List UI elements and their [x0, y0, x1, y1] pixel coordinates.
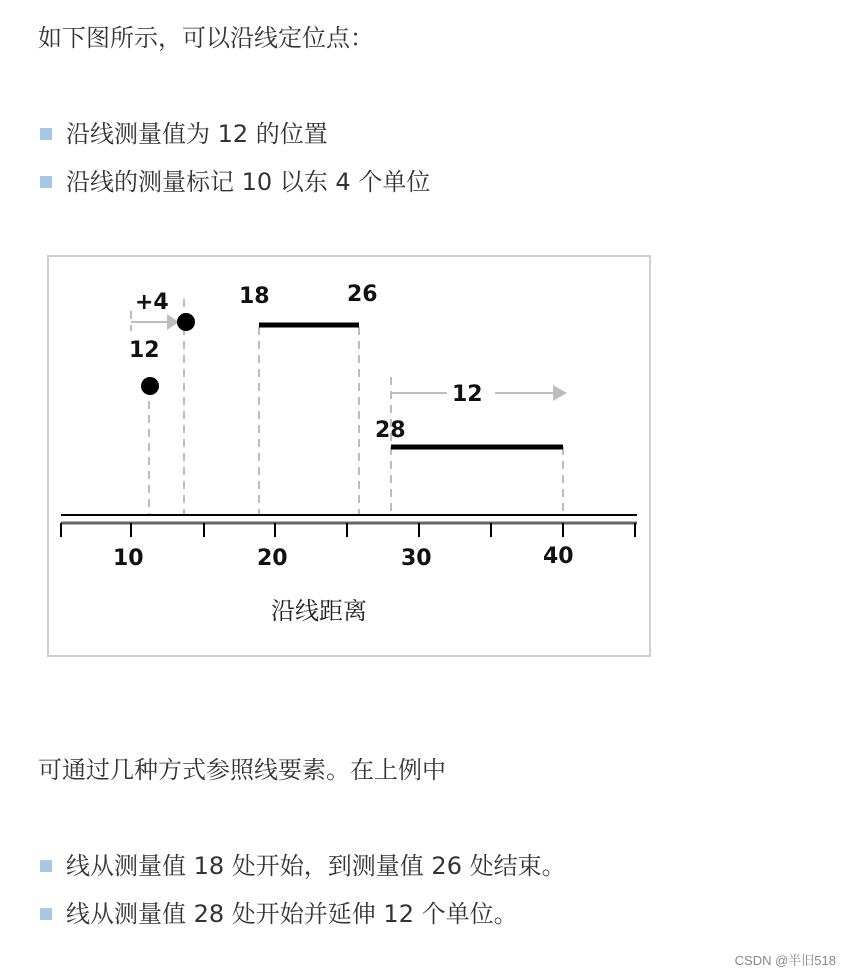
label-26: 26	[347, 282, 378, 307]
list-item-text: 线从测量值 28 处开始并延伸 12 个单位。	[66, 900, 518, 928]
label-12-point: 12	[129, 338, 160, 363]
axis-tick-label-30: 30	[401, 546, 432, 571]
list-item	[38, 166, 430, 214]
bullet-square-icon	[40, 908, 52, 920]
label-18: 18	[239, 284, 270, 309]
bullet-list-lines	[38, 850, 566, 946]
list-item-text: 线从测量值 18 处开始，到测量值 26 处结束。	[66, 852, 566, 880]
axis-tick-label-40: 40	[543, 544, 574, 569]
bullet-square-icon	[40, 176, 52, 188]
intro-paragraph: 如下图所示，可以沿线定位点：	[38, 24, 374, 52]
measure-diagram	[47, 255, 651, 657]
list-item-text: 沿线测量值为 12 的位置	[66, 120, 328, 148]
list-item-text: 沿线的测量标记 10 以东 4 个单位	[66, 168, 431, 196]
axis-tick-label-20: 20	[257, 546, 288, 571]
length-arrow-head	[553, 385, 567, 401]
measure-diagram-svg	[49, 257, 649, 655]
watermark: CSDN @半旧518	[734, 953, 836, 968]
list-item	[38, 118, 430, 166]
paragraph-2: 可通过几种方式参照线要素。在上例中	[38, 756, 446, 784]
list-item	[38, 850, 566, 898]
axis-tick-label-10: 10	[113, 546, 144, 571]
list-item	[38, 898, 566, 946]
point-12	[141, 377, 159, 395]
label-length-12: 12	[452, 382, 483, 407]
bullet-square-icon	[40, 128, 52, 140]
bullet-list-points	[38, 118, 430, 214]
axis-title: 沿线距离	[271, 597, 367, 625]
point-14	[177, 313, 195, 331]
label-28: 28	[375, 418, 406, 443]
label-plus4: +4	[135, 290, 169, 315]
bullet-square-icon	[40, 860, 52, 872]
